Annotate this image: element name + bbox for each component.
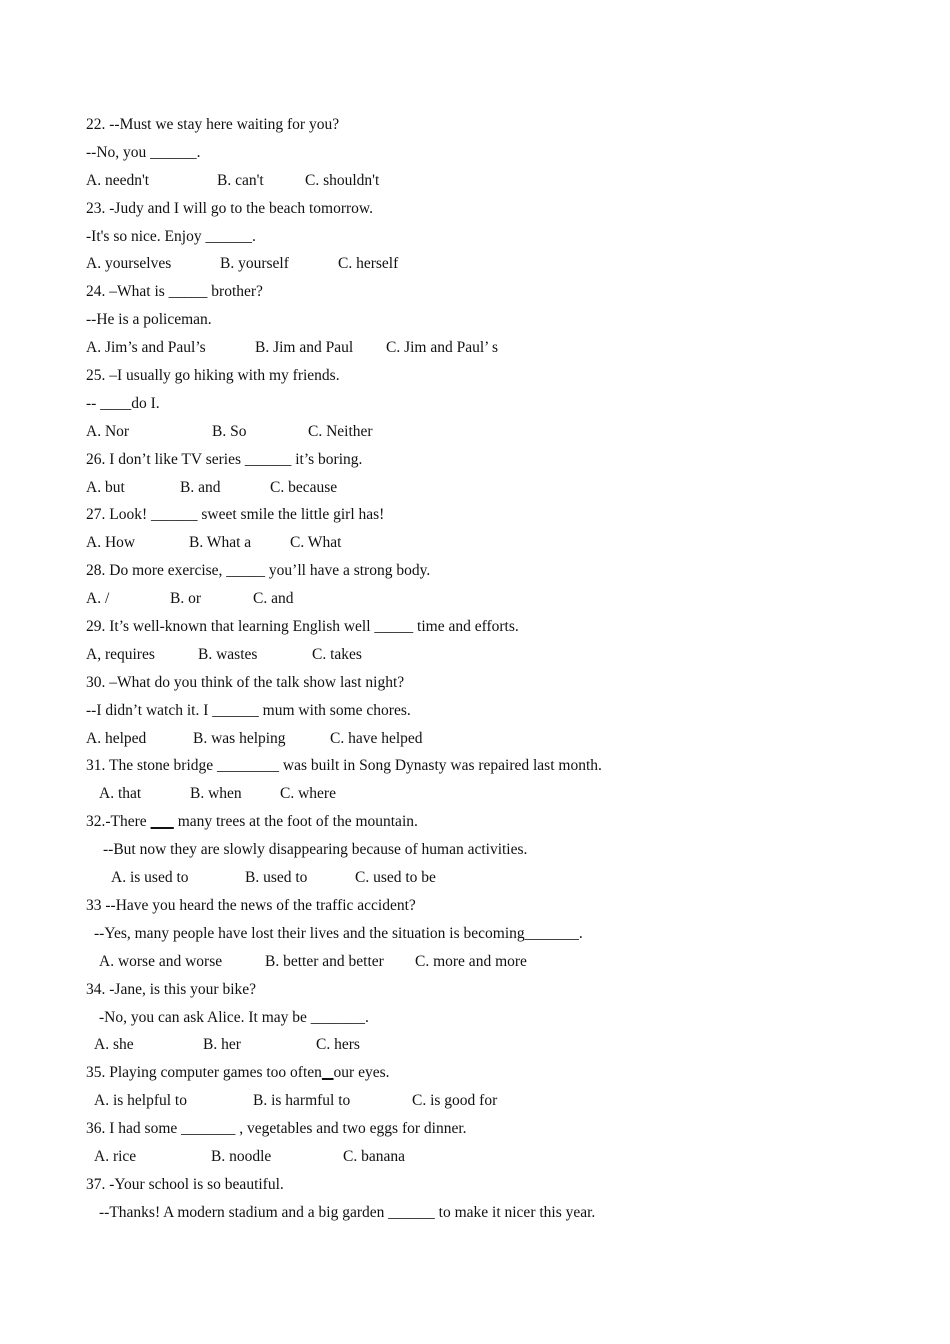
question-text: 28. Do more exercise, _____ you’ll have a strong body. [86,562,431,580]
answer-option: C. What [290,534,342,552]
answer-options [86,1143,906,1171]
answer-option: C. more and more [415,952,527,970]
question-text: 23. -Judy and I will go to the beach tomorrow. [86,199,373,217]
answer-options [86,418,906,446]
question-text: --No, you ______. [86,143,201,161]
question-text: 36. I had some _______ , vegetables and two eggs for dinner. [86,1120,467,1138]
question-text: --He is a policeman. [86,311,212,329]
answer-option: B. better and better [265,952,384,970]
question-segment: our eyes. [333,1064,390,1082]
exam-question-sheet [86,111,906,1227]
answer-option: B. noodle [211,1147,272,1165]
answer-option: C. herself [338,255,399,273]
answer-option: B. Jim and Paul [255,339,354,357]
question-text: --Thanks! A modern stadium and a big garden ______ to make it nicer this year. [99,1203,596,1221]
question-text: 24. –What is _____ brother? [86,283,263,301]
answer-option: A, requires [86,645,155,663]
answer-option: C. is good for [412,1092,498,1110]
answer-option: B. and [180,478,221,496]
question-text: 25. –I usually go hiking with my friends. [86,367,340,385]
question-segment: 32.-There [86,813,151,831]
answer-option: B. when [190,785,242,803]
answer-option: B. So [212,422,247,440]
answer-option: B. was helping [193,729,286,747]
answer-option: C. hers [316,1036,360,1054]
answer-option: A. is helpful to [94,1092,187,1110]
answer-options [86,1031,906,1059]
answer-options [86,948,906,976]
question-text: -No, you can ask Alice. It may be _______. [99,1008,369,1026]
answer-option: B. What a [189,534,252,552]
answer-options [86,780,906,808]
answer-options [86,864,906,892]
question-segment: 35. Playing computer games too often [86,1064,322,1082]
answer-option: A. helped [86,729,147,747]
answer-option: C. banana [343,1147,405,1165]
answer-option: C. Neither [308,422,373,440]
question-text: --I didn’t watch it. I ______ mum with some chores. [86,701,411,719]
question-text: 26. I don’t like TV series ______ it’s boring. [86,450,363,468]
question-text: 27. Look! ______ sweet smile the little girl has! [86,506,385,524]
question-text: 37. -Your school is so beautiful. [86,1175,284,1193]
question-text: -- ____do I. [86,394,160,412]
answer-option: C. where [280,785,336,803]
answer-blank [322,1064,334,1081]
answer-options [86,641,906,669]
question-text: 22. --Must we stay here waiting for you? [86,116,340,133]
answer-option: A. Nor [86,422,130,440]
answer-options [86,725,906,753]
answer-option: A. worse and worse [99,952,223,970]
answer-option: B. yourself [220,255,289,273]
answer-option: B. or [170,590,201,608]
answer-option: A. that [99,785,142,803]
answer-option: A. rice [94,1147,137,1165]
answer-option: A. How [86,534,136,552]
question-text: 31. The stone bridge ________ was built in Song Dynasty was repaired last month. [86,757,602,775]
question-text: 34. -Jane, is this your bike? [86,980,257,998]
question-text: --Yes, many people have lost their lives and the situation is becoming_______. [94,924,583,942]
question-text [86,1059,906,1087]
answer-option: B. her [203,1036,241,1054]
answer-options [86,250,906,278]
answer-option: A. Jim’s and Paul’s [86,339,206,357]
answer-options [86,474,906,502]
answer-option: A. she [94,1036,134,1054]
answer-option: B. used to [245,869,308,887]
question-text: -It's so nice. Enjoy ______. [86,227,256,245]
answer-option: A. / [86,590,110,608]
answer-options [86,529,906,557]
answer-option: A. is used to [111,869,189,887]
question-text: 30. –What do you think of the talk show last night? [86,673,405,691]
answer-option: C. used to be [355,869,436,887]
question-segment: many trees at the foot of the mountain. [173,813,418,831]
answer-option: B. can't [217,171,264,189]
answer-option: A. but [86,478,125,496]
answer-option: A. needn't [86,171,150,189]
answer-blank [151,813,174,830]
question-text: 29. It’s well-known that learning English well _____ time and efforts. [86,618,519,636]
question-text [86,808,906,836]
answer-option: C. Jim and Paul’ s [386,339,499,357]
answer-option: A. yourselves [86,255,172,273]
answer-options [86,585,906,613]
answer-option: C. takes [312,645,362,663]
answer-option: C. shouldn't [305,171,380,189]
answer-options [86,334,906,362]
answer-option: C. have helped [330,729,423,747]
answer-option: B. is harmful to [253,1092,351,1110]
question-text: 33 --Have you heard the news of the traffic accident? [86,896,416,914]
answer-option: C. because [270,478,338,496]
answer-option: C. and [253,590,294,608]
answer-options [86,1087,906,1115]
answer-option: B. wastes [198,645,258,663]
question-text: --But now they are slowly disappearing because of human activities. [103,841,528,859]
answer-options [86,167,906,195]
